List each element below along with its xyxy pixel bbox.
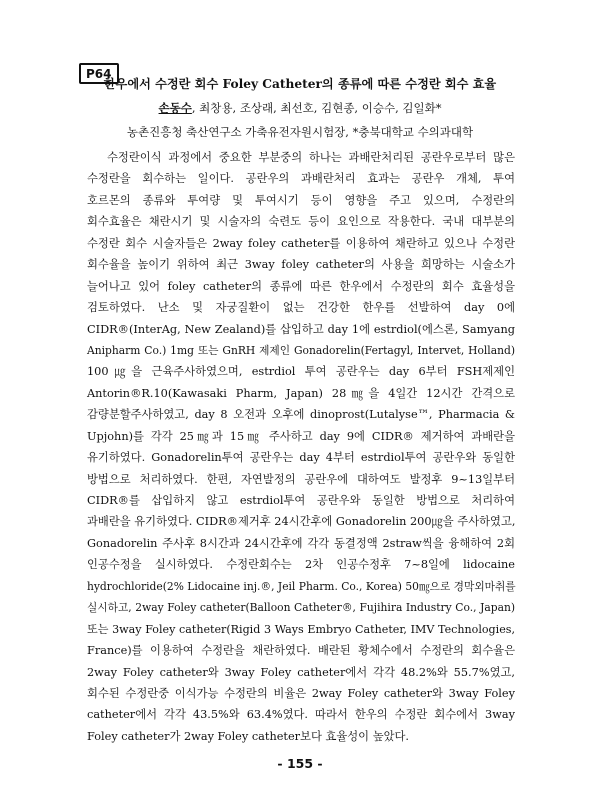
- abstract-line: hydrochloride(2% Lidocaine inj.®, Jeil Pharm. Co., Korea) 50㎎으로 경막외마취를: [87, 579, 516, 593]
- abstract-line: CIDR®(InterAg, New Zealand)를 삽입하고 day 1에 estrdiol(에스론, Samyang: [87, 322, 515, 336]
- abstract-line: 회수율을 높이기 위하여 최근 3way foley catheter의 사용을 희망하는 시술소가: [87, 258, 515, 272]
- abstract-line: 인공수정을 실시하였다. 수정란회수는 2차 인공수정후 7~8일에 lidocaine: [87, 558, 515, 572]
- affiliation: 농촌진흥청 축산연구소 가축유전자원시험장, *충북대학교 수의과대학: [126, 125, 474, 139]
- abstract-line: catheter에서 각각 43.5%와 63.4%였다. 따라서 한우의 수정란 회수에서 3way: [87, 708, 515, 722]
- abstract-line: 과배란을 유기하였다. CIDR®제거후 24시간후에 Gonadorelin 200㎍을 주사하였고,: [87, 515, 516, 529]
- presenting-author: 손동수: [158, 101, 192, 115]
- abstract-line: 수정란 회수 시술자들은 2way foley catheter를 이용하여 채란하고 있으나 수정란: [87, 236, 515, 250]
- abstract-line: CIDR®를 삽입하지 않고 estrdiol투여 공란우와 동일한 방법으로 처리하여: [87, 494, 515, 507]
- abstract-line: 2way Foley catheter와 3way Foley catheter에서 각각 48.2%와 55.7%였고,: [87, 665, 515, 679]
- abstract-line: 수정란이식 과정에서 중요한 부분중의 하나는 과배란처리된 공란우로부터 많은: [107, 151, 515, 164]
- abstract-line: 또는 3way Foley catheter(Rigid 3 Ways Embryo Catheter, IMV Technologies,: [87, 622, 515, 636]
- abstract-line: 검토하였다. 난소 및 자궁질환이 없는 건강한 한우를 선발하여 day 0에: [87, 301, 515, 315]
- abstract-line: 호르몬의 종류와 투여량 및 투여시기 등이 영향을 주고 있으며, 수정란의: [87, 193, 515, 207]
- co-authors: , 최창용, 조상래, 최선호, 김현종, 이승수, 김일화*: [191, 101, 442, 115]
- abstract-line: 늘어나고 있어 foley catheter의 종류에 따른 한우에서 수정란의 회수 효율성을: [87, 279, 515, 293]
- abstract-line: 실시하고, 2way Foley catheter(Balloon Catheter®, Fujihira Industry Co., Japan): [87, 601, 515, 615]
- author-list: [0, 96, 600, 120]
- abstract-line: 회수된 수정란중 이식가능 수정란의 비율은 2way Foley catheter와 3way Foley: [87, 686, 515, 700]
- abstract-line: 100㎍을 근육주사하였으며, estrdiol 투여 공란우는 day 6부터 FSH제제인: [87, 365, 515, 379]
- abstract-title: 한우에서 수정란 회수 Foley Catheter의 종류에 따른 수정란 회수 효율: [103, 77, 497, 91]
- abstract-header: [0, 72, 600, 144]
- poster-number-badge: P64: [79, 63, 119, 84]
- abstract-line: Gonadorelin 주사후 8시간과 24시간후에 각각 동결정액 2straw씩을 융해하여 2회: [87, 536, 515, 550]
- abstract-line: 방법으로 처리하였다. 한편, 자연발정의 공란우에 대하여도 발정후 9~13일부터: [87, 472, 515, 486]
- page-number: - 155 -: [277, 756, 323, 771]
- abstract-body: [87, 147, 515, 747]
- abstract-line: Foley catheter가 2way Foley catheter보다 효율성이 높았다.: [87, 729, 410, 743]
- abstract-line: Upjohn)를 각각 25㎎과 15㎎ 주사하고 day 9에 CIDR® 제거하여 과배란을: [87, 429, 515, 443]
- abstract-line: 유기하였다. Gonadorelin투여 공란우는 day 4부터 estrdiol투여 공란우와 동일한: [87, 451, 515, 465]
- abstract-line: 감량분할주사하였고, day 8 오전과 오후에 dinoprost(Lutalyse™, Pharmacia &: [87, 408, 515, 422]
- abstract-line: 회수효율은 채란시기 및 시술자의 숙련도 등이 요인으로 작용한다. 국내 대부분의: [87, 215, 515, 229]
- abstract-line: 수정란을 회수하는 일이다. 공란우의 과배란처리 효과는 공란우 개체, 투여: [87, 172, 515, 186]
- abstract-line: Antorin®R.10(Kawasaki Pharm, Japan) 28㎎을 4일간 12시간 간격으로: [87, 386, 515, 400]
- abstract-line: France)를 이용하여 수정란을 채란하였다. 배란된 황체수에서 수정란의 회수율은: [87, 644, 515, 658]
- abstract-line: Anipharm Co.) 1mg 또는 GnRH 제제인 Gonadorelin(Fertagyl, Intervet, Holland): [87, 343, 515, 357]
